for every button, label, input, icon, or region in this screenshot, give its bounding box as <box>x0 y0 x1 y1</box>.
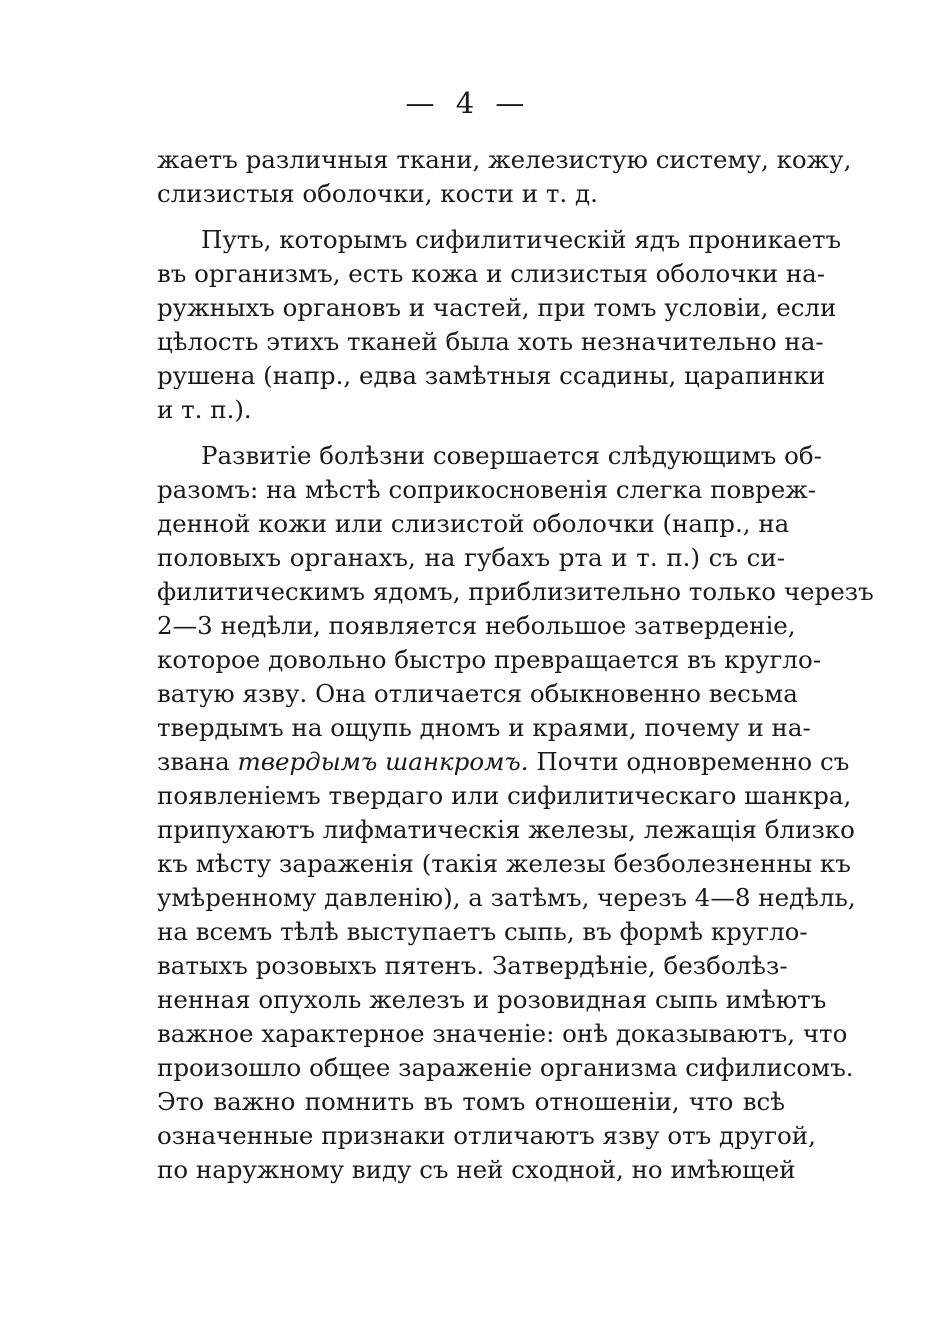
text-line: появленіемъ твердаго или сифилитическаго шанкра, <box>157 781 852 810</box>
text-line: рушена (напр., едва замѣтныя ссадины, царапинки <box>157 361 826 390</box>
text-line: Это важно помнить въ томъ отношеніи, что всѣ <box>157 1087 785 1116</box>
paragraph-gap <box>157 211 785 223</box>
text-line: произошло общее зараженіе организма сифилисомъ. <box>157 1053 854 1082</box>
text-line: Развитіе болѣзни совершается слѣдующимъ об- <box>201 441 822 470</box>
text-line: припухаютъ лифматическія железы, лежащія близко <box>157 815 855 844</box>
text-line: жаетъ различныя ткани, железистую систему, кожу, <box>157 145 852 174</box>
text-line: и т. п.). <box>157 395 252 424</box>
text-line: въ организмъ, есть кожа и слизистыя оболочки на- <box>157 259 826 288</box>
body-text <box>157 143 874 1187</box>
page-number: — 4 — <box>405 86 531 120</box>
paragraph-gap <box>157 427 785 439</box>
text-line: ружныхъ органовъ и частей, при томъ условіи, если <box>157 293 837 322</box>
text-line: 2—3 недѣли, появляется небольшое затверденіе, <box>157 611 796 640</box>
text-line: слизистыя оболочки, кости и т. д. <box>157 179 598 208</box>
text-line-mixed <box>157 745 850 779</box>
text-line: по наружному виду съ ней сходной, но имѣющей <box>157 1155 796 1184</box>
text-line: цѣлость этихъ тканей была хоть незначительно на- <box>157 327 824 356</box>
text-line: которое довольно быстро превращается въ кругло- <box>157 645 821 674</box>
text-fragment: Почти одновременно съ <box>536 747 850 776</box>
text-line: умѣренному давленію), а затѣмъ, черезъ 4—8 недѣль, <box>157 883 856 912</box>
text-line: денной кожи или слизистой оболочки (напр., на <box>157 509 790 538</box>
text-line: ненная опухоль железъ и розовидная сыпь имѣютъ <box>157 985 827 1014</box>
text-line: половыхъ органахъ, на губахъ рта и т. п.) съ си- <box>157 543 785 572</box>
text-line: на всемъ тѣлѣ выступаетъ сыпь, въ формѣ кругло- <box>157 917 808 946</box>
text-line: означенные признаки отличаютъ язву отъ другой, <box>157 1121 816 1150</box>
text-line: твердымъ на ощупь дномъ и краями, почему и на- <box>157 713 811 742</box>
italic-term: твердымъ шанкромъ. <box>237 747 529 776</box>
text-line: важное характерное значеніе: онѣ доказываютъ, что <box>157 1019 848 1048</box>
text-line: разомъ: на мѣстѣ соприкосновенія слегка повреж- <box>157 475 817 504</box>
text-line: ватыхъ розовыхъ пятенъ. Затвердѣніе, безболѣз- <box>157 951 788 980</box>
text-line: Путь, которымъ сифилитическій ядъ проникаетъ <box>201 225 842 254</box>
text-line: ватую язву. Она отличается обыкновенно весьма <box>157 679 798 708</box>
text-fragment: звана <box>157 747 230 776</box>
text-line: къ мѣсту зараженія (такія железы безболезненны къ <box>157 849 851 878</box>
text-line: филитическимъ ядомъ, приблизительно только черезъ <box>157 577 874 606</box>
